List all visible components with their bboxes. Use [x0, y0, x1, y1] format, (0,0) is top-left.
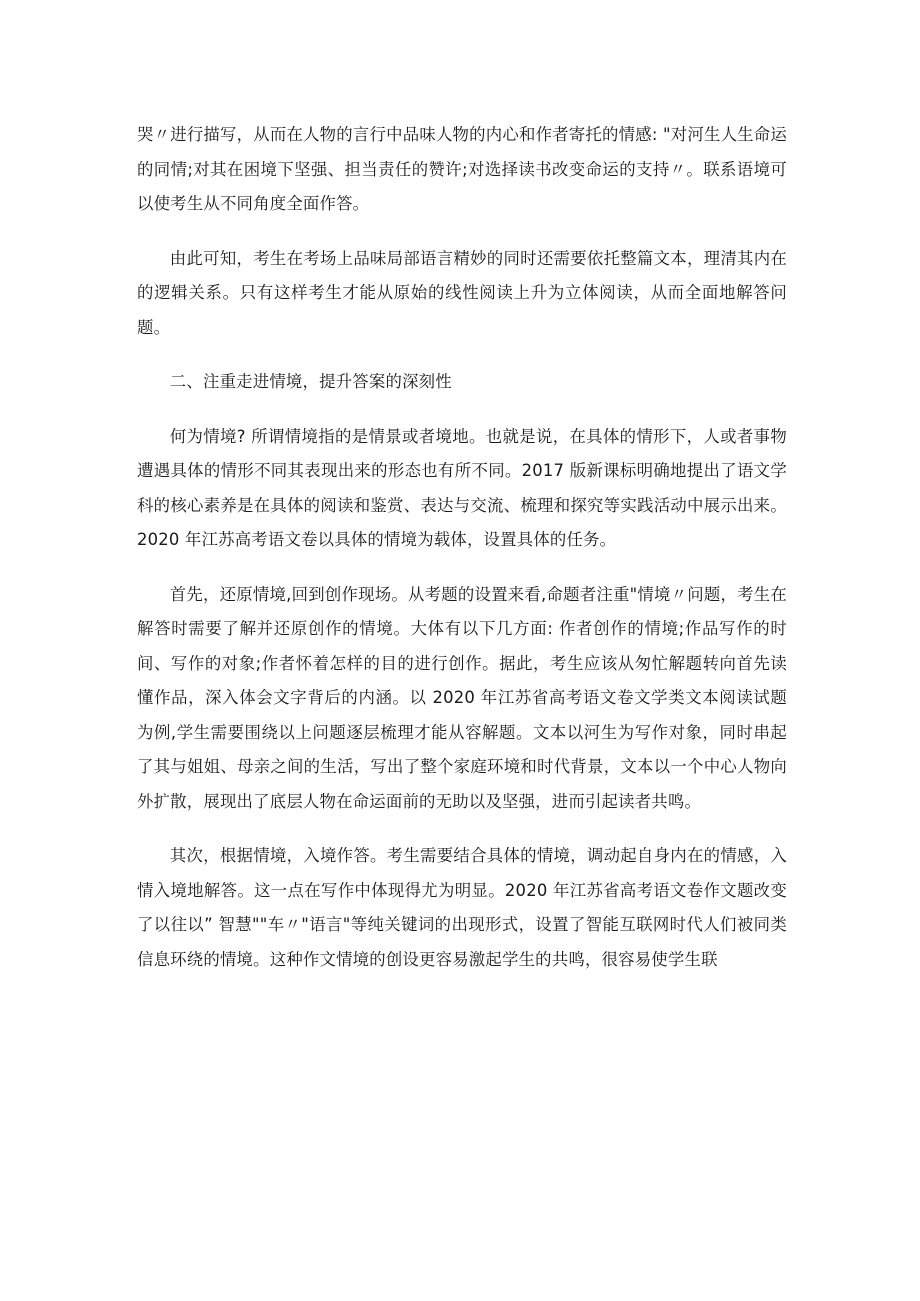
- paragraph-2: 由此可知，考生在考场上品味局部语言精妙的同时还需要依托整篇文本，理清其内在的逻辑关系。只有这样考生才能从原始的线性阅读上升为立体阅读，从而全面地解答问题。: [137, 248, 787, 337]
- paragraph-1: 哭〃进行描写，从而在人物的言行中品味人物的内心和作者寄托的情感: "对河生人生命运的同情;对其在困境下坚强、担当责任的赞许;对选择读书改变命运的支持〃。联系语境可以使考生从不同角度全面作答。: [137, 125, 787, 213]
- paragraph-6: 其次，根据情境，入境作答。考生需要结合具体的情境，调动起自身内在的情感，入情入境地解答。这一点在写作中体现得尤为明显。2020 年江苏省高考语文卷作文题改变了以往以” 智慧""车〃"语言"等纯关键词的出现形式，设置了智能互联网时代人们被同类信息环绕的情境。这种作文情境的创设更容易激起学生的共鸣，很容易使学生联: [137, 846, 787, 969]
- paragraph-5: 首先，还原情境,回到创作现场。从考题的设置来看,命题者注重"情境〃问题，考生在解答时需要了解并还原创作的情境。大体有以下几方面: 作者创作的情境;作品写作的时间、写作的对象;作者怀着怎样的目的进行创作。据此，考生应该从匆忙解题转向首先读懂作品，深入体会文字背后的内涵。以 2020 年江苏省高考语文卷文学类文本阅读试题为例,学生需要围绕以上问题逐层梳理才能从容解题。文本以河生为写作对象，同时串起了其与姐姐、母亲之间的生活，写出了整个家庭环境和时代背景，文本以一个中心人物向外扩散，展现出了底层人物在命运面前的无助以及坚强，进而引起读者共鸣。: [137, 584, 787, 811]
- section-heading: 二、注重走进情境，提升答案的深刻性: [169, 372, 452, 391]
- paragraph-4: 何为情境? 所谓情境指的是情景或者境地。也就是说，在具体的情形下，人或者事物遭遇具体的情形不同其表现出来的形态也有所不同。2017 版新课标明确地提出了语文学科的核心素养是在具体的阅读和鉴赏、表达与交流、梳理和探究等实践活动中展示出来。2020 年江苏高考语文卷以具体的情境为载体，设置具体的任务。: [137, 426, 787, 549]
- document-body: [137, 118, 787, 997]
